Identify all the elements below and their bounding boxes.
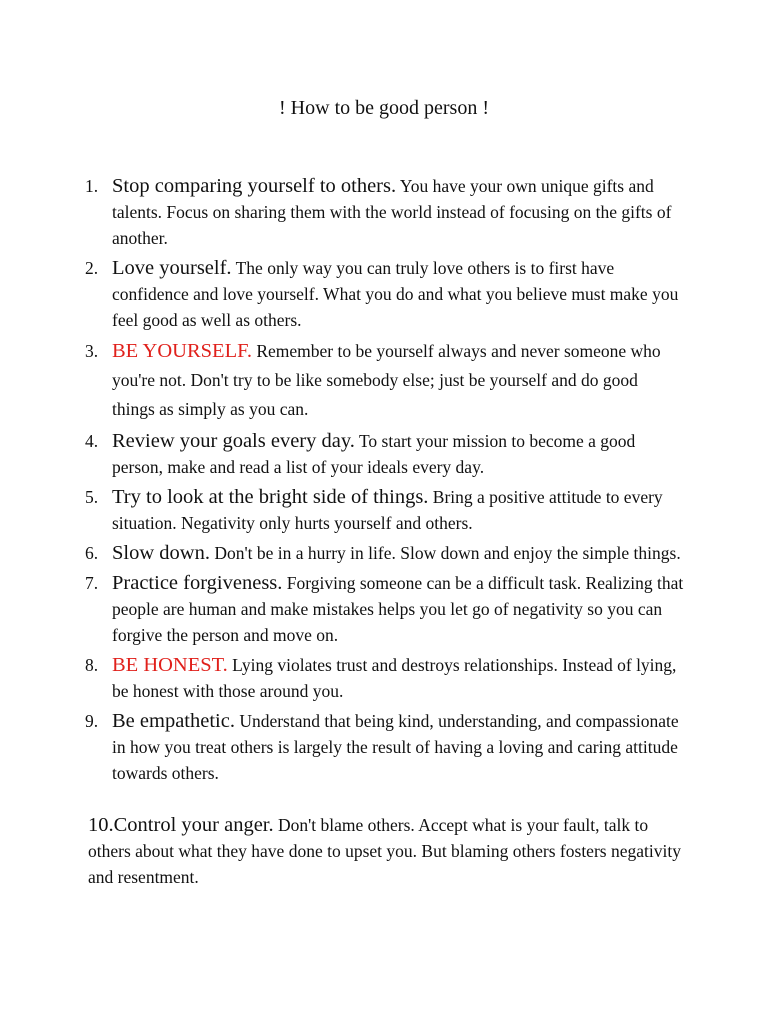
item-text: Don't be in a hurry in life. Slow down and enjoy the simple things. bbox=[209, 543, 681, 563]
list-item-5 bbox=[85, 484, 685, 536]
list-item-2 bbox=[85, 255, 685, 333]
list-item-1 bbox=[85, 173, 685, 251]
item-number: 1. bbox=[85, 176, 99, 196]
item-text: Forgiving someone can be a difficult task. Realizing that people are human and make mistakes helps you let go of negativity so you can forgive the person and move on. bbox=[112, 573, 684, 645]
item-text: Understand that being kind, understanding, and compassionate in how you treat others is largely the result of having a loving and caring attitude towards others. bbox=[112, 711, 679, 783]
item-text: Don't blame others. Accept what is your fault, talk to others about what they have done to upset you. But blaming others fosters negativity and resentment. bbox=[88, 815, 681, 887]
item-number: 4. bbox=[85, 431, 99, 451]
item-heading: Control your anger. bbox=[113, 814, 274, 836]
item-number: 3. bbox=[85, 341, 99, 361]
item-heading: Slow down. bbox=[112, 542, 210, 564]
item-number: 10. bbox=[88, 814, 114, 836]
item-number: 7. bbox=[85, 573, 99, 593]
item-heading: Love yourself. bbox=[112, 257, 232, 279]
item-number: 2. bbox=[85, 258, 99, 278]
list-item-4 bbox=[85, 428, 685, 480]
item-text: Bring a positive attitude to every situation. Negativity only hurts yourself and others. bbox=[112, 487, 663, 533]
list-item-6 bbox=[85, 540, 685, 566]
item-heading: Try to look at the bright side of things. bbox=[112, 486, 429, 508]
item-text: To start your mission to become a good person, make and read a list of your ideals every day. bbox=[112, 431, 636, 477]
item-text: Lying violates trust and destroys relationships. Instead of lying, be honest with those around you. bbox=[112, 655, 677, 701]
item-heading: Practice forgiveness. bbox=[112, 572, 283, 594]
item-number: 9. bbox=[85, 711, 99, 731]
item-text: The only way you can truly love others is to first have confidence and love yourself. What you do and what you believe must make you feel good as well as others. bbox=[112, 258, 679, 330]
item-heading: Be empathetic. bbox=[112, 710, 235, 732]
list-item-8 bbox=[85, 652, 685, 704]
list-item-7 bbox=[85, 570, 685, 648]
item-text: Remember to be yourself always and never someone who you're not. Don't try to be like somebody else; just be yourself and do good things as simply as you can. bbox=[112, 341, 661, 419]
item-number: 8. bbox=[85, 655, 99, 675]
tips-list bbox=[85, 173, 685, 790]
item-heading: Review your goals every day. bbox=[112, 430, 355, 452]
list-item-3 bbox=[85, 337, 685, 424]
item-heading: BE HONEST. bbox=[112, 654, 228, 676]
item-text: You have your own unique gifts and talents. Focus on sharing them with the world instead of focusing on the gifts of another. bbox=[112, 176, 672, 248]
list-item-9 bbox=[85, 708, 685, 786]
page-title: ! How to be good person ! bbox=[279, 97, 489, 119]
item-number: 6. bbox=[85, 543, 99, 563]
list-item-10 bbox=[88, 812, 688, 890]
item-heading: Stop comparing yourself to others. bbox=[112, 175, 397, 197]
item-heading: BE YOURSELF. bbox=[112, 340, 252, 362]
item-number: 5. bbox=[85, 487, 99, 507]
